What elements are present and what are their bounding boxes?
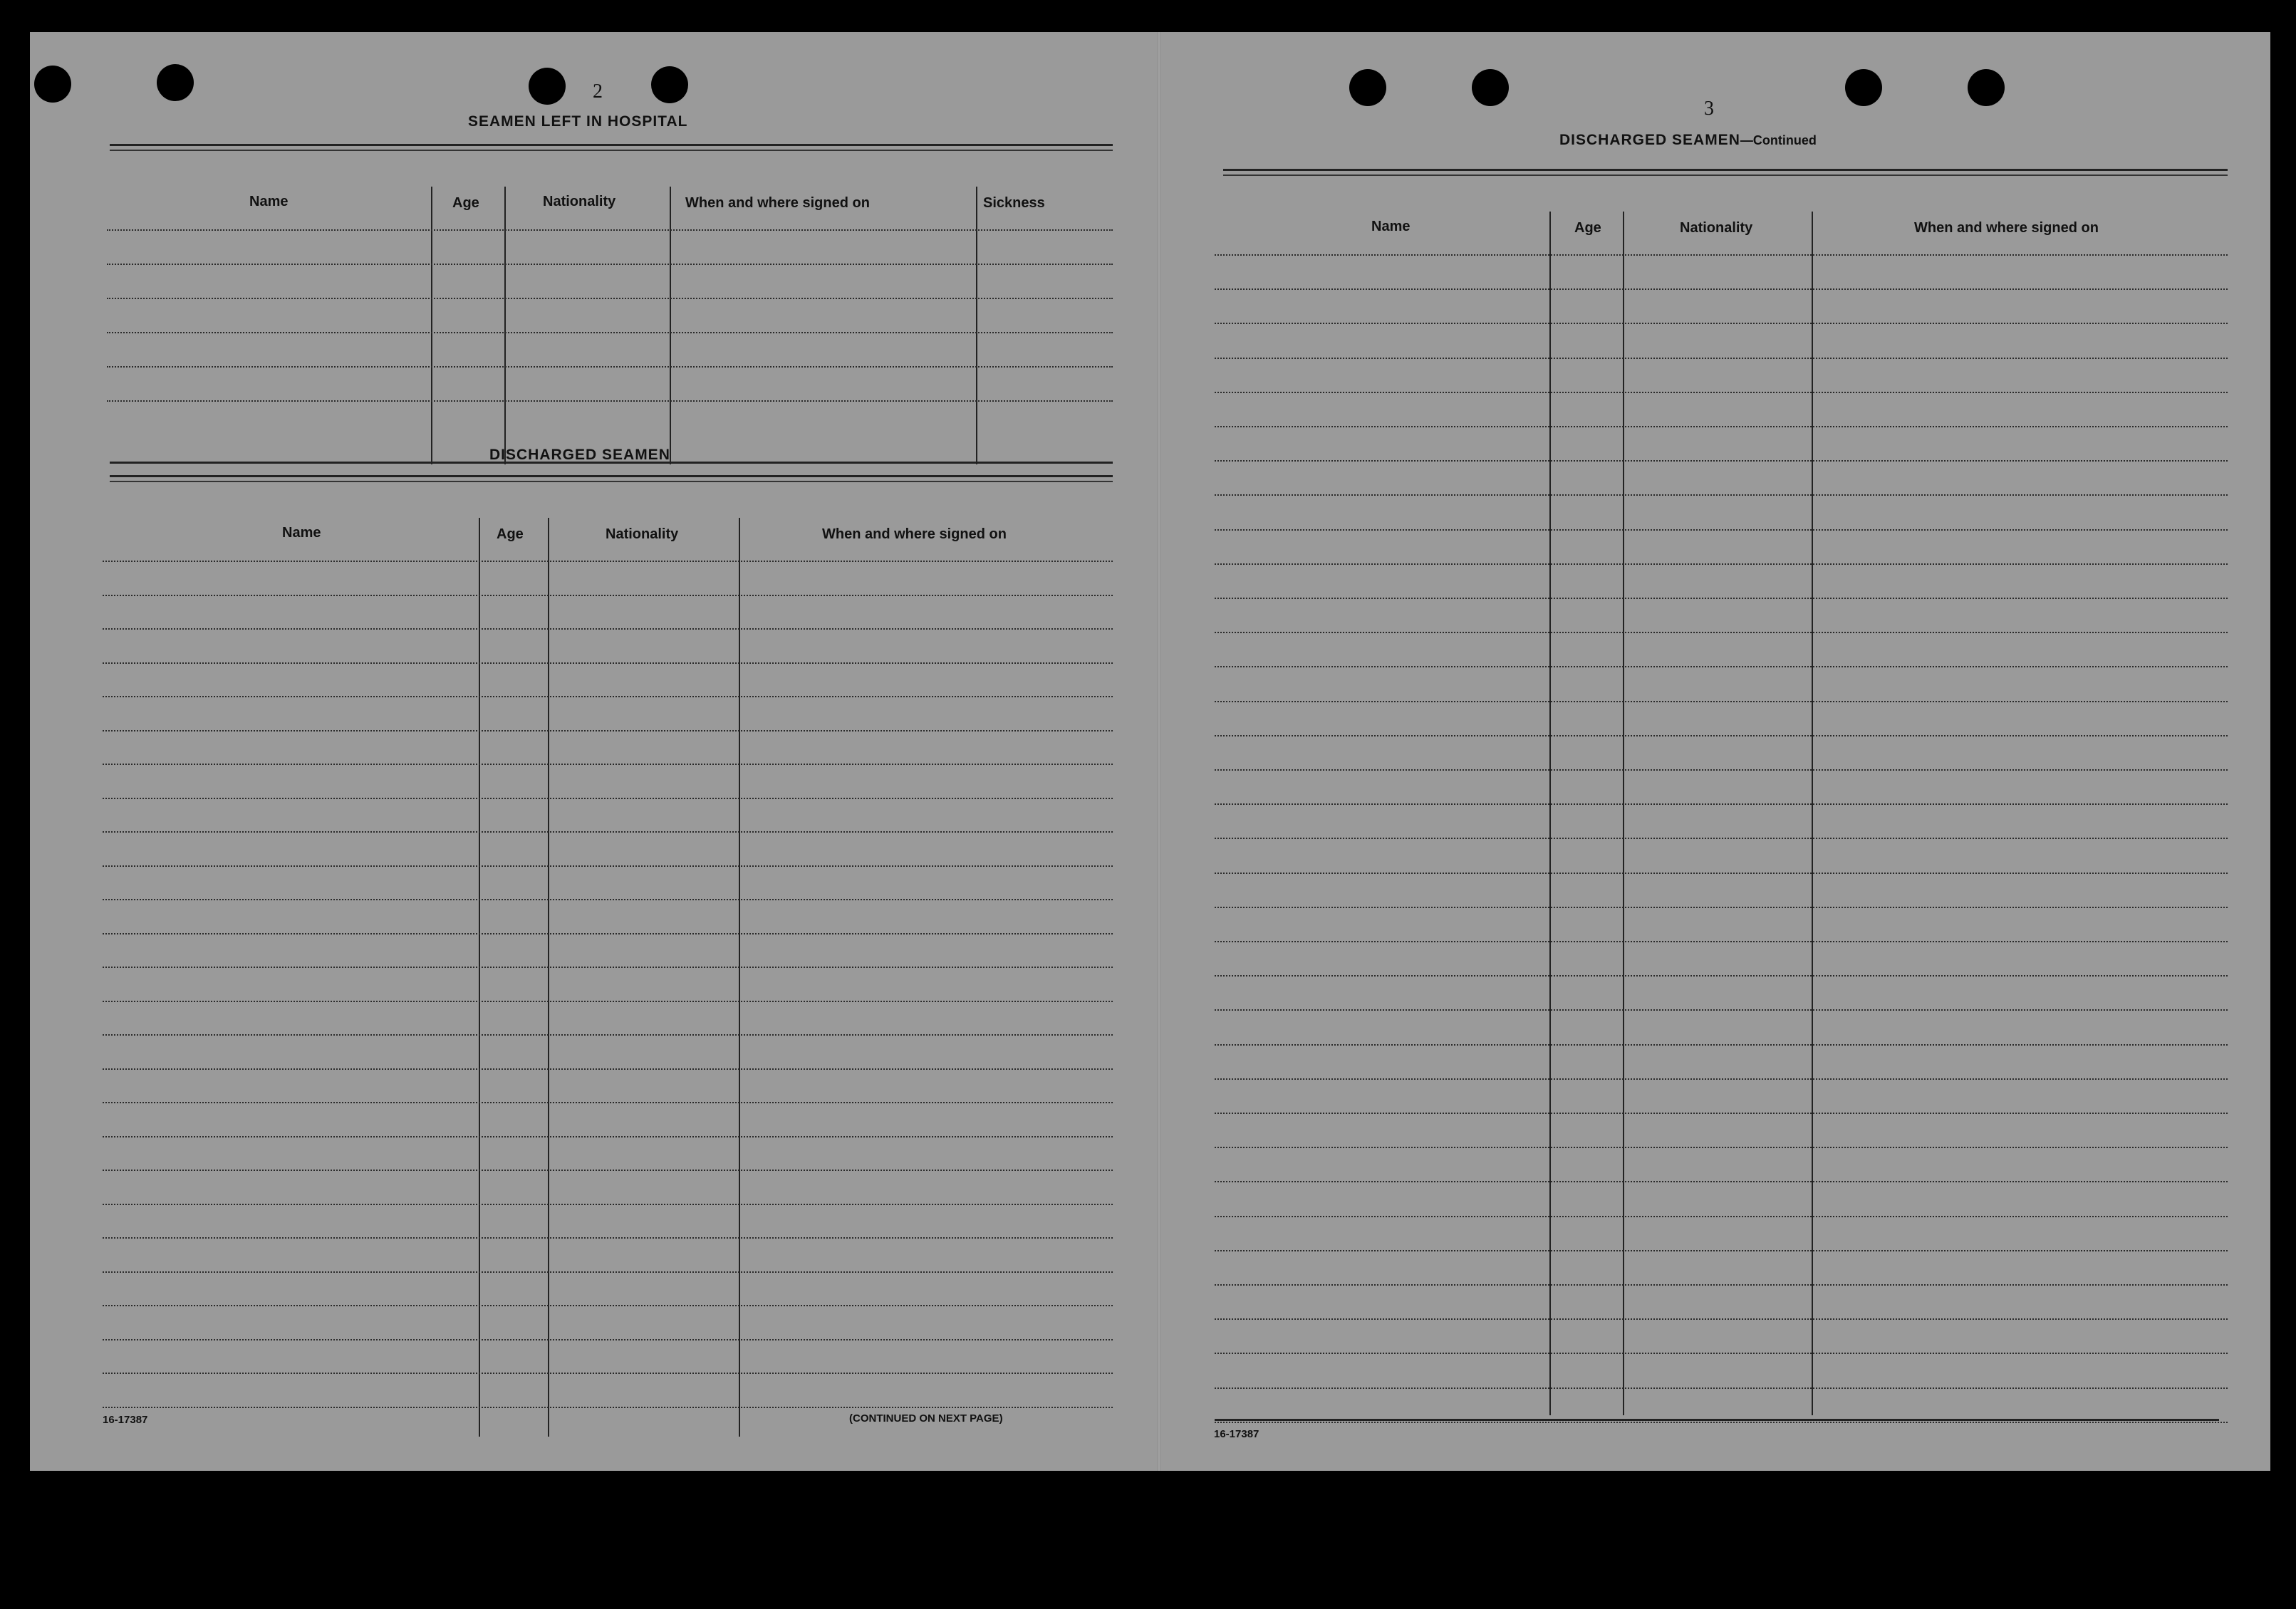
table-row (1215, 769, 2228, 771)
col-header-name: Name (1371, 219, 1411, 234)
discharged-table-right (1215, 175, 2228, 1407)
table-row (1215, 1181, 2228, 1182)
table-row (103, 1204, 1113, 1205)
table-row (1215, 1147, 2228, 1148)
table-row (1215, 1318, 2228, 1320)
table-row (1215, 838, 2228, 839)
table-row (103, 764, 1113, 765)
table-row (1215, 529, 2228, 531)
table-row (1215, 1009, 2228, 1011)
table-row (1215, 1044, 2228, 1046)
col-divider (976, 187, 977, 464)
table-row (1215, 460, 2228, 462)
punch-hole (157, 64, 194, 101)
table-row (1215, 1250, 2228, 1251)
table-row (103, 1407, 1113, 1408)
col-header-signed-on: When and where signed on (685, 195, 870, 211)
col-header-name: Name (249, 194, 289, 209)
col-divider (504, 187, 506, 464)
table-row (1215, 1113, 2228, 1114)
table-row (1215, 632, 2228, 633)
col-divider (479, 518, 480, 1437)
form-number-left: 16-17387 (103, 1414, 148, 1426)
form-number-right: 16-17387 (1214, 1428, 1259, 1440)
punch-hole (34, 66, 71, 103)
table-row (103, 899, 1113, 900)
table-row (107, 229, 1113, 231)
table-row (103, 696, 1113, 697)
punch-hole (651, 66, 688, 103)
table-row (1215, 563, 2228, 565)
table-row (1215, 803, 2228, 805)
table-row (103, 1373, 1113, 1374)
table-row (103, 561, 1113, 562)
col-header-age: Age (1574, 220, 1601, 236)
table-row (107, 400, 1113, 402)
table-row (103, 1102, 1113, 1103)
table-row (107, 366, 1113, 368)
table-row (1215, 1284, 2228, 1286)
table-row (103, 1034, 1113, 1036)
page-number-right: 3 (1704, 98, 1714, 120)
table-row (1215, 907, 2228, 908)
page-fold (1157, 32, 1161, 1471)
punch-hole (1845, 69, 1882, 106)
hospital-section-title: SEAMEN LEFT IN HOSPITAL (468, 113, 688, 130)
table-row (1215, 941, 2228, 942)
col-header-age: Age (497, 526, 524, 542)
discharged-section-title: DISCHARGED SEAMEN (489, 447, 670, 463)
table-row (103, 1339, 1113, 1340)
table-row (1215, 1387, 2228, 1389)
col-header-age: Age (452, 195, 479, 211)
table-row (103, 628, 1113, 630)
punch-hole (1968, 69, 2005, 106)
col-header-signed-on: When and where signed on (822, 526, 1007, 542)
col-header-nationality: Nationality (606, 526, 679, 542)
table-row (1215, 1216, 2228, 1217)
discharged-continued-title (1559, 132, 1817, 149)
table-row (103, 1068, 1113, 1070)
table-row (1215, 392, 2228, 393)
punch-hole (1349, 69, 1386, 106)
table-row (103, 933, 1113, 934)
table-row (1215, 1422, 2228, 1423)
col-header-signed-on: When and where signed on (1914, 220, 2099, 236)
table-row (103, 967, 1113, 968)
col-divider (670, 187, 671, 464)
table-row (103, 831, 1113, 833)
table-row (1215, 701, 2228, 702)
right-top-rule (1223, 169, 2228, 171)
table-row (1215, 1078, 2228, 1080)
table-row (1215, 358, 2228, 359)
col-header-nationality: Nationality (1680, 220, 1753, 236)
table-row (107, 298, 1113, 299)
punch-hole (1472, 69, 1509, 106)
table-row (1215, 666, 2228, 667)
col-header-sickness: Sickness (983, 195, 1045, 211)
table-row (1215, 494, 2228, 496)
table-row (103, 1271, 1113, 1273)
col-header-name: Name (282, 525, 321, 541)
table-row (1215, 426, 2228, 427)
punch-hole (529, 68, 566, 105)
table-row (103, 595, 1113, 596)
col-header-nationality: Nationality (543, 194, 616, 209)
table-row (103, 865, 1113, 867)
page-number-left: 2 (593, 80, 603, 103)
table-row (103, 1237, 1113, 1239)
right-bottom-rule (1215, 1419, 2219, 1421)
table-row (1215, 598, 2228, 599)
col-divider (739, 518, 740, 1437)
table-row (1215, 873, 2228, 874)
table-row (1215, 288, 2228, 290)
table-row (103, 730, 1113, 731)
table-row (103, 1170, 1113, 1171)
table-row (107, 264, 1113, 265)
table-row (107, 332, 1113, 333)
hospital-top-rule (110, 144, 1113, 146)
table-row (1215, 254, 2228, 256)
scanned-form-spread (30, 32, 2270, 1471)
table-row (1215, 975, 2228, 977)
discharged-continued-title-main: DISCHARGED SEAMEN (1559, 132, 1740, 148)
discharged-table-left (103, 481, 1113, 1435)
discharged-continued-title-suffix: —Continued (1740, 133, 1817, 147)
table-row (1215, 735, 2228, 736)
table-row (103, 798, 1113, 799)
table-row (103, 1136, 1113, 1137)
col-divider (548, 518, 549, 1437)
table-row (1215, 323, 2228, 324)
table-row (103, 662, 1113, 664)
col-divider (431, 187, 432, 464)
table-row (1215, 1353, 2228, 1354)
hospital-table (107, 150, 1113, 463)
discharged-top-rule (110, 475, 1113, 477)
table-row (103, 1001, 1113, 1002)
table-row (103, 1305, 1113, 1306)
continued-note: (CONTINUED ON NEXT PAGE) (849, 1412, 1003, 1425)
